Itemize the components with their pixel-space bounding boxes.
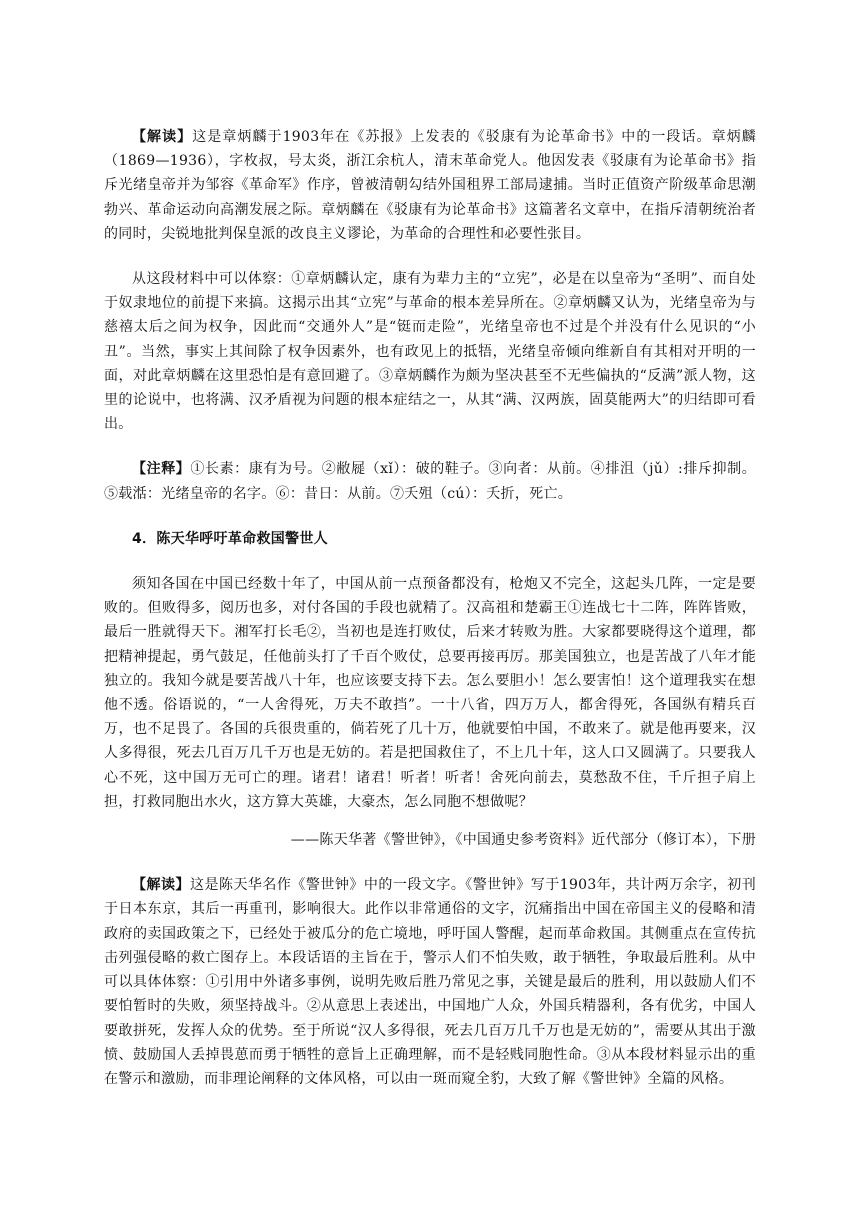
interpretation-paragraph-2 xyxy=(104,873,756,1091)
interpretation-text-2: 这是陈天华名作《警世钟》中的一段文字。《警世钟》写于1903年，共计两万余字，初刊于日本东京，其后一再重刊，影响很大。此作以非常通俗的文字，沉痛指出中国在帝国主义的侵略和清政府的卖国政策之下，已经处于被瓜分的危亡境地，呼吁国人警醒，起而革命救国。其侧重点在宣传抗击列强侵略的救亡图存上。本段话语的主旨在于，警示人们不怕失败，敢于牺牲，争取最后胜利。从中可以具体体察：①引用中外诸多事例，说明先败后胜乃常见之事，关键是最后的胜利，用以鼓励人们不要怕暂时的失败，须坚持战斗。②从意思上表述出，中国地广人众，外国兵精器利，各有优劣，中国人要敢拼死，发挥人众的优势。至于所说“汉人多得很，死去几百万几千万也是无妨的”，需要从其出于激愤、鼓励国人丢掉畏葸而勇于牺牲的意旨上正确理解，而不是轻贱同胞性命。③从本段材料显示出的重在警示和激励，而非理论阐释的文体风格，可以由一斑而窥全豹，大致了解《警世钟》全篇的风格。 xyxy=(104,877,756,1087)
quote-paragraph: 须知各国在中国已经数十年了，中国从前一点预备都没有，枪炮又不完全，这起头几阵，一定是要败的。但败得多，阅历也多，对付各国的手段也就精了。汉高祖和楚霸王①连战七十二阵，阵阵皆败，最后一胜就得天下。湘军打长毛②，当初也是连打败仗，后来才转败为胜。大家都要晓得这个道理，都把精神提起，勇气鼓足，任他前头打了千百个败仗，总要再接再厉。那美国独立，也是苦战了八年才能独立的。我知今就是要苦战八十年，也应该要支持下去。怎么要胆小！怎么要害怕！这个道理我实在想他不透。俗语说的，“一人舍得死，万夫不敢挡”。一十八省，四万万人，都舍得死，各国纵有精兵百万，也不足畏了。各国的兵很贵重的，倘若死了几十万，他就要怕中国，不敢来了。就是他再要来，汉人多得很，死去几百万几千万也是无妨的。若是把国救住了，不上几十年，这人口又圆满了。只要我人心不死，这中国万无可亡的理。诸君！诸君！听者！听者！舍死向前去，莫愁敌不住，千斤担子肩上担，打救同胞出水火，这方算大英雄，大豪杰，怎么同胞不想做呢？ xyxy=(104,576,756,810)
notes-paragraph xyxy=(104,457,756,505)
notes-tag: 【注释】 xyxy=(132,461,191,478)
interpretation-tag-2: 【解读】 xyxy=(132,877,190,894)
document-body xyxy=(104,125,756,1091)
interpretation-paragraph-1 xyxy=(104,125,756,246)
section-heading: 4．陈天华呼吁革命救国警世人 xyxy=(132,530,328,547)
source-citation: ——陈天华著《警世钟》，《中国通史参考资料》近代部分（修订本），下册 xyxy=(290,832,756,849)
interpretation-text: 这是章炳麟于1903年在《苏报》上发表的《驳康有为论革命书》中的一段话。章炳麟（1869—1936），字枚叔，号太炎，浙江余杭人，清末革命党人。他因发表《驳康有为论革命书》指斥光绪皇帝并为邹容《革命军》作序，曾被清朝勾结外国租界工部局逮捕。当时正值资产阶级革命思潮勃兴、革命运动向高潮发展之际。章炳麟在《驳康有为论革命书》这篇著名文章中，在指斥清朝统治者的同时，尖锐地批判保皇派的改良主义谬论，为革命的合理性和必要性张目。 xyxy=(104,129,757,242)
notes-text: ①长素：康有为号。②敝屣（xǐ）：破的鞋子。③向者：从前。④排沮（jǔ）:排斥抑制。⑤载湉：光绪皇帝的名字。⑥：昔日：从前。⑦夭殂（cú）：夭折，死亡。 xyxy=(104,461,756,502)
interpretation-tag: 【解读】 xyxy=(132,129,193,145)
analysis-paragraph: 从这段材料中可以体察：①章炳麟认定，康有为辈力主的“立宪”，必是在以皇帝为“圣明”、而自处于奴隶地位的前提下来搞。这揭示出其“立宪”与革命的根本差异所在。②章炳麟又认为，光绪皇帝为与慈禧太后之间为权争，因此而“交通外人”是“铤而走险”，光绪皇帝也不过是个并没有什么见识的“小丑”。当然，事实上其间除了权争因素外，也有政见上的抵牾，光绪皇帝倾向维新自有其相对开明的一面，对此章炳麟在这里恐怕是有意回避了。③章炳麟作为颇为坚决甚至不无些偏执的“反满”派人物，这里的论说中，也将满、汉矛盾视为问题的根本症结之一，从其“满、汉两族，固莫能两大”的归结即可看出。 xyxy=(104,271,756,433)
